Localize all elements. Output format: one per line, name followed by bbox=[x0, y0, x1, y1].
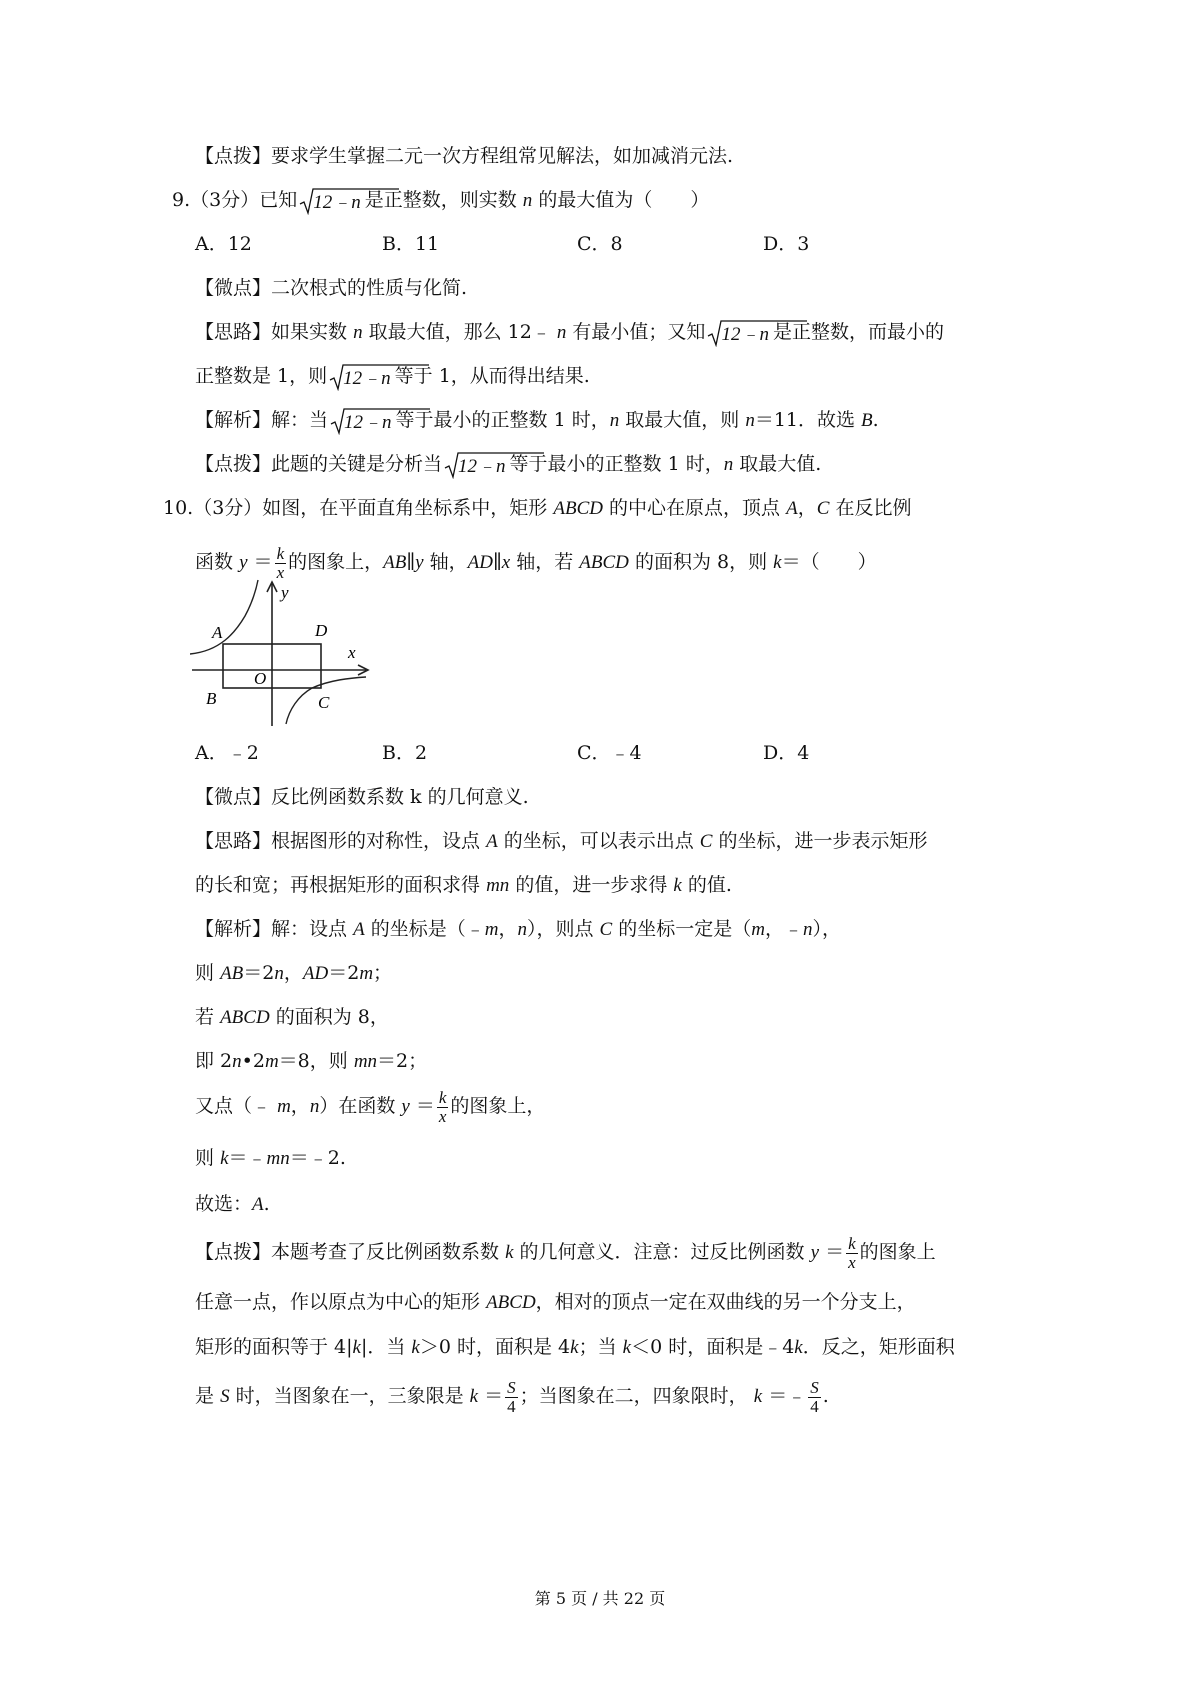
text: ＝（ ） bbox=[781, 551, 877, 573]
var-mn: mn bbox=[486, 875, 510, 896]
text: 轴，若 bbox=[516, 551, 574, 573]
radical bbox=[444, 451, 508, 479]
text: ＝﹣ bbox=[768, 1385, 807, 1407]
text: ∥ bbox=[406, 551, 416, 573]
text: 9.（3分）已知 bbox=[172, 189, 298, 211]
denominator: x bbox=[438, 1106, 447, 1126]
text: ＝2 bbox=[328, 962, 360, 984]
text: 则 bbox=[195, 962, 215, 984]
var-x: x bbox=[501, 552, 511, 573]
text: 取最大值. bbox=[739, 453, 822, 475]
solution-10-line5 bbox=[195, 1082, 545, 1130]
micro-point-9 bbox=[195, 274, 467, 302]
var-k: k bbox=[469, 1386, 479, 1407]
text: 取最大值，那么 12﹣ bbox=[368, 321, 551, 343]
text: 等于 1，从而得出结果. bbox=[394, 365, 590, 387]
text: 正整数是 1，则 bbox=[195, 365, 328, 387]
point-c: C bbox=[599, 919, 613, 940]
var-n: n bbox=[556, 322, 567, 343]
var-y: y bbox=[401, 1096, 410, 1117]
solution-10-line2 bbox=[195, 959, 392, 988]
text: ＝11．故选 bbox=[754, 409, 855, 431]
var-m: m bbox=[751, 919, 766, 940]
radicand: 12﹣n bbox=[344, 412, 392, 433]
hint-10-line1 bbox=[195, 1228, 936, 1276]
var-n: n bbox=[723, 454, 734, 475]
numerator: k bbox=[276, 543, 285, 563]
var-n: n bbox=[232, 1051, 242, 1072]
solution-10-answer bbox=[195, 1190, 270, 1219]
var-k: k bbox=[794, 1337, 803, 1358]
option-b: B．11 bbox=[382, 233, 440, 255]
solution-10-line6 bbox=[195, 1144, 346, 1173]
text: 【微点】反比例函数系数 k 的几何意义. bbox=[195, 786, 529, 808]
text: ＝ bbox=[484, 1385, 504, 1407]
radical bbox=[707, 319, 771, 347]
text: 【解析】解：设点 bbox=[195, 918, 348, 940]
hint-10-line2 bbox=[195, 1288, 916, 1317]
text: 的图象上， bbox=[450, 1095, 546, 1117]
text: 【思路】如果实数 bbox=[195, 321, 348, 343]
var-k: k bbox=[673, 875, 682, 896]
option-d: D．4 bbox=[763, 742, 810, 764]
idea-9-line1 bbox=[195, 318, 944, 347]
text: ＝ bbox=[253, 551, 273, 573]
text: ＝﹣ bbox=[228, 1147, 267, 1169]
micro-point-10 bbox=[195, 783, 529, 811]
text: ＝ bbox=[415, 1095, 435, 1117]
text: ）在函数 bbox=[319, 1095, 396, 1117]
text: 是正整数，则实数 bbox=[364, 189, 517, 211]
text: 【点拨】本题考查了反比例函数系数 bbox=[195, 1241, 500, 1263]
idea-10-line1 bbox=[195, 827, 928, 856]
option-a: A．12 bbox=[195, 233, 252, 255]
hint-10-line4 bbox=[195, 1372, 829, 1420]
radicand: 12﹣n bbox=[313, 192, 361, 213]
point-a: A bbox=[486, 831, 498, 852]
fraction-k-over-x bbox=[275, 545, 287, 582]
text: 等于最小的正整数 1 时， bbox=[395, 409, 610, 431]
text: 取最大值，则 bbox=[625, 409, 740, 431]
option-d: D．3 bbox=[763, 233, 810, 255]
label-d: D bbox=[315, 621, 328, 640]
text: ＝2 bbox=[243, 962, 275, 984]
text: 时，当图象在一，三象限是 bbox=[235, 1385, 464, 1407]
var-mn: mn bbox=[266, 1148, 290, 1169]
var-m: m bbox=[359, 963, 374, 984]
numerator: k bbox=[848, 1233, 856, 1253]
text: ； bbox=[373, 962, 393, 984]
text: 的最大值为（ ） bbox=[538, 189, 710, 211]
label-x: x bbox=[348, 643, 356, 662]
option-a: A．﹣2 bbox=[195, 742, 259, 764]
text: 轴， bbox=[429, 551, 468, 573]
seg-ab: AB bbox=[220, 963, 244, 984]
text: . bbox=[263, 1193, 270, 1215]
text: 【点拨】要求学生掌握二元一次方程组常见解法，如加减消元法. bbox=[195, 145, 734, 167]
point-c: C bbox=[816, 498, 830, 519]
page-footer: 第 5 页 / 共 22 页 bbox=[534, 1589, 666, 1608]
solution-9 bbox=[195, 406, 879, 435]
text: ＜0 时，面积是﹣4 bbox=[631, 1336, 795, 1358]
answer-a: A bbox=[252, 1194, 264, 1215]
text: 矩形的面积等于 4| bbox=[195, 1336, 353, 1358]
text: 的坐标是（﹣ bbox=[370, 918, 485, 940]
text: 【微点】二次根式的性质与化简. bbox=[195, 277, 468, 299]
text: 的面积为 8，则 bbox=[634, 551, 768, 573]
text: ；当图象在二，四象限时， bbox=[519, 1385, 748, 1407]
text: ＝﹣2. bbox=[289, 1147, 346, 1169]
text: . bbox=[872, 409, 879, 431]
solution-10-line4 bbox=[195, 1047, 427, 1076]
text: 等于最小的正整数 1 时， bbox=[509, 453, 724, 475]
text: 则 bbox=[195, 1147, 215, 1169]
text: 故选： bbox=[195, 1193, 253, 1215]
text: 的图象上 bbox=[859, 1241, 936, 1263]
option-c: C．﹣4 bbox=[577, 742, 642, 764]
text: 的面积为 8， bbox=[275, 1006, 389, 1028]
denominator: x bbox=[848, 1252, 856, 1272]
solution-10-line3 bbox=[195, 1003, 389, 1032]
var-n: n bbox=[522, 190, 533, 211]
var-m: m bbox=[277, 1096, 291, 1117]
var-m: m bbox=[484, 919, 499, 940]
solution-10-line1 bbox=[195, 915, 841, 944]
var-n: n bbox=[274, 963, 284, 984]
point-c: C bbox=[699, 831, 713, 852]
text: 的坐标一定是（ bbox=[618, 918, 752, 940]
text: ），则点 bbox=[526, 918, 594, 940]
hint-10-line3 bbox=[195, 1333, 955, 1362]
text: 的值，进一步求得 bbox=[515, 874, 668, 896]
hint-9 bbox=[195, 450, 821, 479]
text: ， bbox=[797, 497, 817, 519]
text: 10.（3分）如图，在平面直角坐标系中，矩形 bbox=[163, 497, 548, 519]
text: 的中心在原点，顶点 bbox=[609, 497, 781, 519]
text: ＝2； bbox=[377, 1050, 428, 1072]
idea-10-line2 bbox=[195, 871, 732, 900]
var-y: y bbox=[810, 1242, 820, 1263]
text: ＝ bbox=[825, 1241, 845, 1263]
var-n: n bbox=[309, 1096, 320, 1117]
text: ；当 bbox=[578, 1336, 617, 1358]
radical bbox=[329, 363, 393, 391]
var-y: y bbox=[415, 552, 424, 573]
var-y: y bbox=[239, 552, 248, 573]
seg-ad: AD bbox=[302, 963, 329, 984]
rect-name: ABCD bbox=[579, 552, 629, 573]
text: 任意一点，作以原点为中心的矩形 bbox=[195, 1291, 481, 1313]
radical bbox=[330, 407, 394, 435]
rect-name: ABCD bbox=[553, 498, 603, 519]
var-n: n bbox=[745, 410, 755, 431]
var-k: k bbox=[622, 1337, 632, 1358]
denominator: 4 bbox=[507, 1396, 516, 1416]
var-n: n bbox=[517, 919, 527, 940]
var-k: k bbox=[411, 1337, 420, 1358]
var-k: k bbox=[505, 1242, 514, 1263]
label-c: C bbox=[318, 693, 330, 712]
question-9 bbox=[172, 186, 709, 215]
coordinate-figure bbox=[190, 578, 372, 728]
fraction-s-over-4 bbox=[808, 1379, 821, 1416]
text: 是正整数，而最小的 bbox=[772, 321, 944, 343]
question-10-line1 bbox=[163, 494, 911, 523]
var-n: n bbox=[353, 322, 363, 343]
text: . bbox=[822, 1385, 829, 1407]
text: ＞0 时，面积是 4 bbox=[419, 1336, 571, 1358]
var-m: m bbox=[264, 1051, 279, 1072]
radicand: 12﹣n bbox=[721, 324, 769, 345]
seg-ad: AD bbox=[467, 552, 493, 573]
hint-line-8 bbox=[195, 142, 733, 170]
var-k: k bbox=[352, 1337, 361, 1358]
label-b: B bbox=[206, 689, 217, 708]
var-n: n bbox=[803, 919, 813, 940]
text: ，相对的顶点一定在双曲线的另一个分支上， bbox=[535, 1291, 916, 1313]
text: 有最小值；又知 bbox=[572, 321, 706, 343]
text: 函数 bbox=[195, 551, 234, 573]
text: ， bbox=[290, 1095, 310, 1117]
denominator: x bbox=[276, 562, 285, 582]
answer-b: B bbox=[861, 410, 873, 431]
numerator: S bbox=[810, 1377, 819, 1397]
option-c: C．8 bbox=[577, 233, 623, 255]
label-a: A bbox=[212, 623, 223, 642]
label-o: O bbox=[254, 669, 267, 688]
text: ）， bbox=[812, 918, 842, 940]
numerator: k bbox=[438, 1087, 447, 1107]
text: 的几何意义．注意：过反比例函数 bbox=[519, 1241, 805, 1263]
seg-ab: AB bbox=[383, 552, 407, 573]
text: 的图象上， bbox=[288, 551, 384, 573]
text: 的坐标，进一步表示矩形 bbox=[718, 830, 928, 852]
text: ．反之，矩形面积 bbox=[802, 1336, 955, 1358]
denominator: 4 bbox=[810, 1396, 819, 1416]
rect-name: ABCD bbox=[220, 1007, 270, 1028]
fraction-s-over-4 bbox=[505, 1379, 518, 1416]
fraction-k-over-x bbox=[437, 1089, 449, 1126]
text: 的坐标，可以表示出点 bbox=[503, 830, 694, 852]
fraction-k-over-x bbox=[846, 1235, 858, 1272]
var-k: k bbox=[220, 1148, 229, 1169]
text: 【点拨】此题的关键是分析当 bbox=[195, 453, 443, 475]
var-k: k bbox=[773, 552, 782, 573]
text: 若 bbox=[195, 1006, 215, 1028]
radical bbox=[299, 187, 363, 215]
text: 【解析】解：当 bbox=[195, 409, 329, 431]
label-y: y bbox=[281, 583, 289, 602]
var-s: S bbox=[220, 1386, 230, 1407]
text: 的长和宽；再根据矩形的面积求得 bbox=[195, 874, 481, 896]
text: •2 bbox=[241, 1050, 265, 1072]
text: ＝8，则 bbox=[278, 1050, 348, 1072]
option-b: B．2 bbox=[382, 742, 428, 764]
text: 是 bbox=[195, 1385, 215, 1407]
text: 即 2 bbox=[195, 1050, 233, 1072]
idea-9-line2 bbox=[195, 362, 590, 391]
rect-name: ABCD bbox=[486, 1292, 536, 1313]
numerator: S bbox=[507, 1377, 516, 1397]
point-a: A bbox=[353, 919, 365, 940]
point-a: A bbox=[786, 498, 798, 519]
text: 又点（﹣ bbox=[195, 1095, 272, 1117]
radicand: 12﹣n bbox=[458, 456, 506, 477]
text: 的值. bbox=[687, 874, 732, 896]
text: 【思路】根据图形的对称性，设点 bbox=[195, 830, 481, 852]
text: ，﹣ bbox=[765, 918, 804, 940]
text: |．当 bbox=[360, 1336, 406, 1358]
var-n: n bbox=[609, 410, 620, 431]
text: ， bbox=[283, 962, 303, 984]
text: 在反比例 bbox=[835, 497, 912, 519]
var-k: k bbox=[570, 1337, 579, 1358]
var-mn: mn bbox=[353, 1051, 378, 1072]
radicand: 12﹣n bbox=[343, 368, 391, 389]
hyperbola-branch-2 bbox=[190, 580, 258, 654]
text: ， bbox=[498, 918, 518, 940]
var-k: k bbox=[753, 1386, 763, 1407]
text: ∥ bbox=[492, 551, 502, 573]
